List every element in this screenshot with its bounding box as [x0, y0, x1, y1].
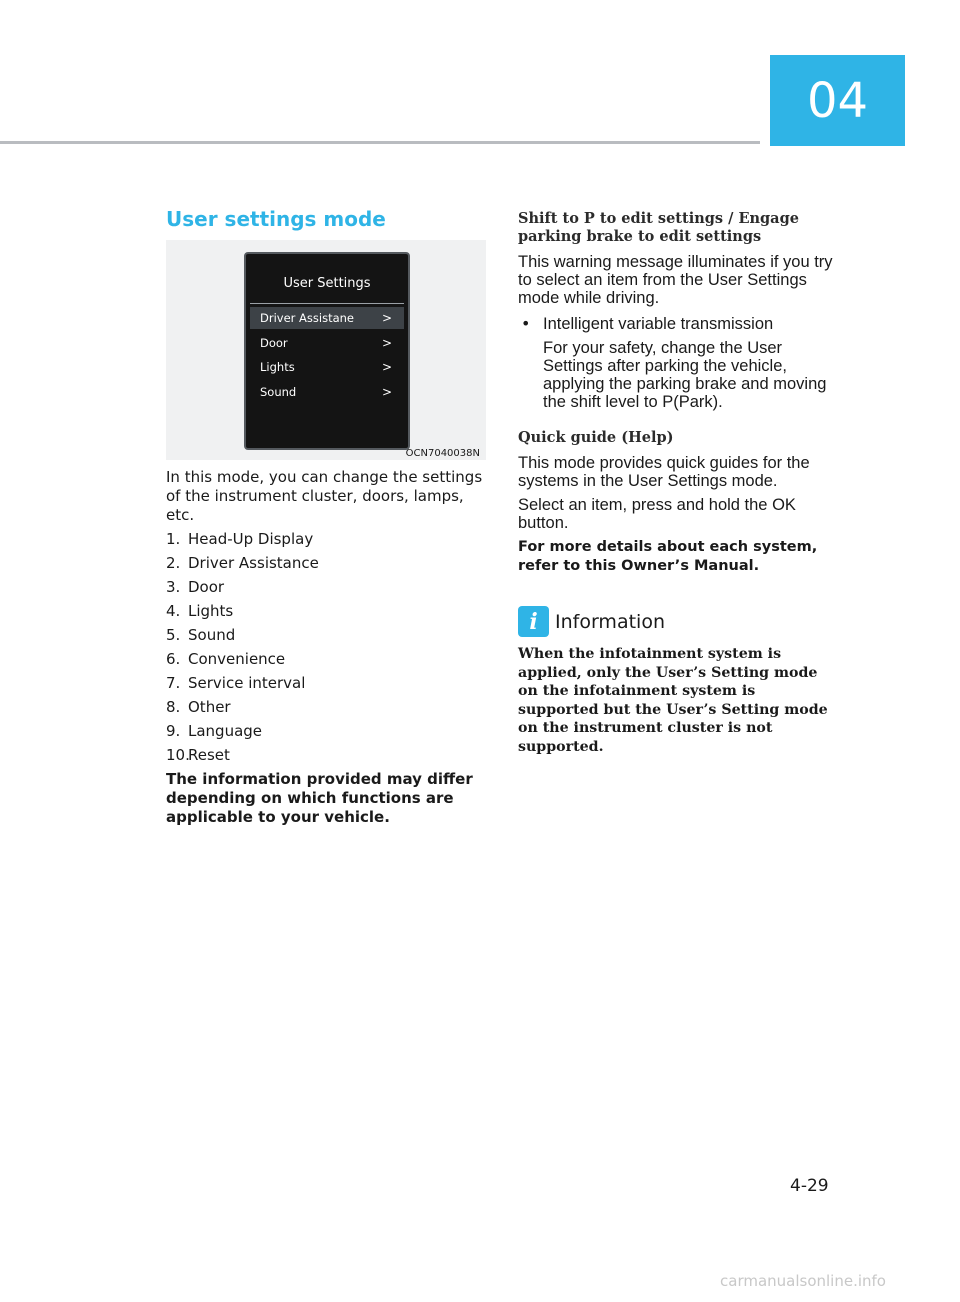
menu-item-sound [250, 381, 404, 403]
right-column [518, 210, 838, 756]
list-item: 10. Reset [166, 746, 230, 764]
watermark: carmanualsonline.info [720, 1272, 886, 1290]
bullet-subtext: For your safety, change the User Settings after parking the vehicle, applying the parking brake and moving the shift level to P(Park). [543, 339, 827, 411]
menu-item-label: Sound [260, 384, 297, 399]
information-text: When the infotainment system is applied, only the User’s Setting mode on the infotainment system is supported but the User’s Setting mode on the instrument cluster is not supported. [518, 646, 828, 755]
list-item: 6. Convenience [166, 650, 286, 668]
intro-text: In this mode, you can change the settings of the instrument cluster, doors, lamps, etc. [166, 468, 483, 524]
bullet-item [518, 315, 838, 411]
menu-item-label: Lights [260, 360, 295, 374]
warning-heading: Shift to P to edit settings / Engage parking brake to edit settings [518, 210, 799, 245]
menu-item-door [250, 332, 404, 354]
menu-item-label: Driver Assistane [260, 311, 354, 325]
menu-item-label: Door [260, 335, 288, 350]
settings-menu [250, 307, 404, 405]
chevron-right-icon: > [381, 335, 392, 350]
chevron-right-icon: > [381, 360, 392, 374]
figure-code: OCN7040038N [405, 448, 480, 459]
list-item: 3. Door [166, 578, 225, 596]
bullet-text: Intelligent variable transmission [543, 315, 774, 333]
list-item: 9. Language [166, 722, 263, 740]
screen-title: User Settings [283, 276, 371, 291]
menu-item-driver-assistance [250, 307, 404, 329]
list-item: 2. Driver Assistance [166, 554, 319, 572]
figure-user-settings [166, 240, 486, 460]
list-item: 5. Sound [166, 626, 236, 644]
info-icon: i [518, 606, 549, 637]
list-item: 4. Lights [166, 602, 234, 620]
quick-guide-instruction: Select an item, press and hold the OK button. [518, 496, 796, 532]
information-header [518, 606, 838, 637]
information-title: Information [555, 610, 665, 633]
list-item: 7. Service interval [166, 674, 306, 692]
section-title: User settings mode [166, 207, 386, 231]
quick-guide-heading: Quick guide (Help) [518, 429, 674, 446]
manual-reference-note: For more details about each system, refer to this Owner’s Manual. [518, 539, 818, 574]
page-number: 4-29 [790, 1176, 829, 1196]
quick-guide-text: This mode provides quick guides for the systems in the User Settings mode. [518, 454, 810, 490]
warning-text: This warning message illuminates if you try to select an item from the User Settings mode while driving. [518, 253, 833, 307]
list-item: 1. Head-Up Display [166, 530, 314, 548]
screen-divider [250, 303, 404, 304]
menu-item-lights [250, 356, 404, 378]
chapter-tab: 04 [770, 55, 905, 146]
list-item: 8. Other [166, 698, 231, 716]
applicability-note: The information provided may differ depending on which functions are applicable to your vehicle. [166, 770, 473, 826]
bullet-icon: • [521, 314, 531, 333]
chevron-right-icon: > [381, 311, 392, 325]
header-rule [0, 141, 760, 144]
settings-list [166, 530, 488, 765]
chevron-right-icon: > [381, 384, 392, 399]
cluster-screen [244, 252, 410, 450]
left-column [166, 468, 488, 827]
